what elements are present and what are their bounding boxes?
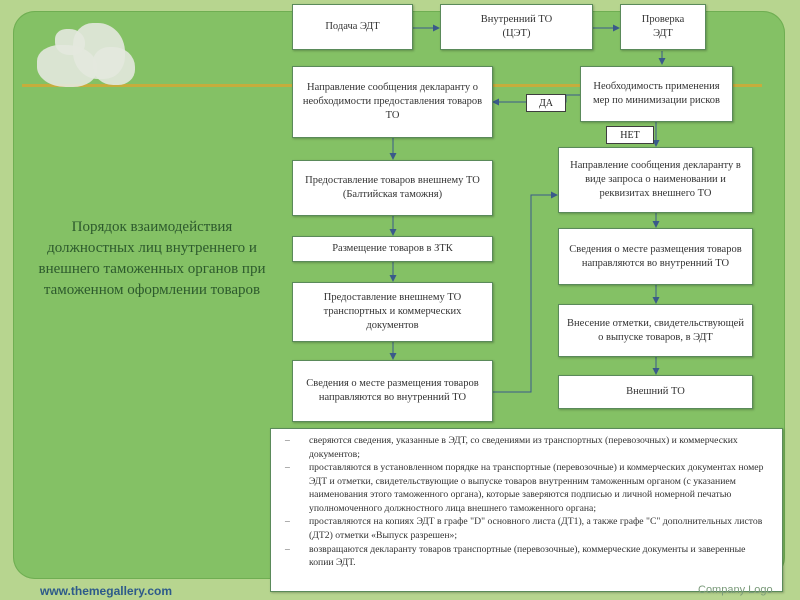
note-item: – возвращаются декларанту товаров транспортные (перевозочные), коммерческие документы и заверенные копии ЭДТ. [285,543,772,570]
box-vnutrenniy-to: Внутренний ТО (ЦЭТ) [440,4,593,50]
box-vnesenie-otmetki: Внесение отметки, свидетельствующей о выпуске товаров, в ЭДТ [558,304,753,357]
box-razmeshchenie-ztk: Размещение товаров в ЗТК [292,236,493,262]
arrow-left-to-right [493,195,557,392]
diagram-title: Порядок взаимодействия должностных лиц внутреннего и внешнего таможенных органов при таможенном оформлении товаров [38,219,266,298]
box-vneshniy-to: Внешний ТО [558,375,753,409]
box-napravlenie-zapros: Направление сообщения декларанту в виде запроса о наименовании и реквизитах внешнего ТО [558,147,753,213]
box-predostavlenie-tovarov: Предоставление товаров внешнему ТО (Балтийская таможня) [292,160,493,216]
box-neobhodimost: Необходимость применения мер по минимизации рисков [580,66,733,122]
note-item: – сверяются сведения, указанные в ЭДТ, со сведениями из транспортных (перевозочных) и коммерческих документов; [285,434,772,461]
box-podacha-edt: Подача ЭДТ [292,4,413,50]
box-napravlenie-tovarov: Направление сообщения декларанту о необходимости предоставления товаров ТО [292,66,493,138]
box-proverka-edt: Проверка ЭДТ [620,4,706,50]
box-predostavlenie-dokumentov: Предоставление внешнему ТО транспортных и коммерческих документов [292,282,493,342]
label-da: ДА [526,94,566,112]
footer-link[interactable]: www.themegallery.com [40,584,173,598]
box-svedeniya-left: Сведения о месте размещения товаров направляются во внутренний ТО [292,360,493,422]
label-net: НЕТ [606,126,654,144]
box-svedeniya-right: Сведения о месте размещения товаров направляются во внутренний ТО [558,228,753,285]
note-item: – проставляются в установленном порядке на транспортные (перевозочные) и коммерческих документах номер ЭДТ и отметки, свидетельствующие о выпуске товаров внутренним таможенным органом (с указанием наименования этого таможенного органа), которые заверяются подписью и личной номерной печатью уполномоченного должностного лица внешнего таможенного органа; [285,461,772,515]
company-logo: Company Logo [698,584,773,596]
note-item: – проставляются на копиях ЭДТ в графе "D" основного листа (ДТ1), а также графе "С" дополнительных листов (ДТ2) отметки «Выпуск разрешен»; [285,515,772,542]
notes-box [270,428,783,592]
